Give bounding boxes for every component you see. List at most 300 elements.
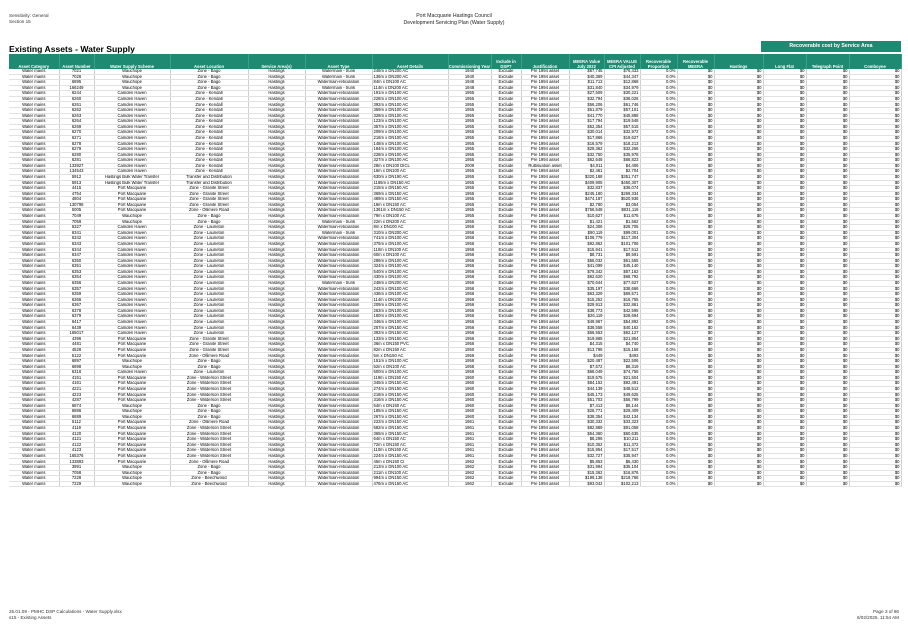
table-cell: $0 — [677, 386, 714, 392]
table-cell: $0 — [806, 320, 849, 326]
table-cell: Exclude — [491, 286, 521, 292]
table-cell: Exclude — [491, 448, 521, 454]
table-cell: $67,745 — [569, 69, 604, 74]
table-cell: $0 — [677, 96, 714, 102]
table-cell: Exclude — [491, 342, 521, 348]
table-cell: $0 — [849, 292, 901, 298]
table-cell: $54,892 — [604, 320, 640, 326]
table-cell: 0.0% — [640, 470, 677, 476]
table-cell: $68,049 — [569, 370, 604, 376]
table-cell: Exclude — [491, 431, 521, 437]
table-cell: Watermain-reticulation — [305, 297, 372, 303]
table-cell: $756,548 — [569, 208, 604, 214]
table-cell: 0.0% — [640, 303, 677, 309]
table-cell: $0 — [714, 85, 763, 91]
table-cell: 133m x DN150 AC — [372, 336, 448, 342]
table-cell: $0 — [806, 264, 849, 270]
table-cell: 114m x DN200 AC — [372, 85, 448, 91]
table-cell: 6270 — [59, 130, 94, 136]
table-cell: $99,001 — [604, 230, 640, 236]
table-cell: 5112 — [59, 420, 94, 426]
table-cell: 1960 — [448, 409, 491, 415]
table-cell: $0 — [849, 303, 901, 309]
table-cell: $0 — [806, 241, 849, 247]
table-cell: $0 — [849, 386, 901, 392]
table-cell: Hastings — [248, 359, 305, 365]
sheet-name: s15 - Existing Assets — [9, 615, 52, 620]
table-cell: 0.0% — [640, 414, 677, 420]
table-cell: $9,591 — [604, 253, 640, 259]
table-cell: $0 — [677, 91, 714, 97]
table-cell: Pre 1994 asset — [521, 169, 569, 175]
table-cell: 0.0% — [640, 275, 677, 281]
table-cell: 359m x DN100 AC — [372, 108, 448, 114]
table-cell: $0 — [763, 158, 806, 164]
table-cell: 6378 — [59, 308, 94, 314]
table-cell: $0 — [763, 241, 806, 247]
table-cell: $0 — [677, 186, 714, 192]
table-cell: Wauchope — [94, 359, 170, 365]
table-cell: Exclude — [491, 314, 521, 320]
table-cell: Exclude — [491, 236, 521, 242]
table-cell: $0 — [806, 314, 849, 320]
sheet-footer-left — [9, 609, 122, 621]
table-cell: 1960 — [448, 403, 491, 409]
table-cell: $15,941 — [569, 247, 604, 253]
table-cell: 6278 — [59, 141, 94, 147]
table-cell: Watermain-reticulation — [305, 208, 372, 214]
table-cell: Exclude — [491, 241, 521, 247]
table-cell: Exclude — [491, 386, 521, 392]
table-cell: 0.0% — [640, 426, 677, 432]
table-cell: $10,352 — [569, 442, 604, 448]
table-cell: Camden Haven — [94, 370, 170, 376]
table-cell: Port Macquarie — [94, 386, 170, 392]
table-cell: 136m x DN200 AC — [372, 74, 448, 80]
table-cell: $42,134 — [604, 414, 640, 420]
table-cell: Water mains — [9, 470, 59, 476]
table-cell: $0 — [677, 85, 714, 91]
table-cell: Wauchope — [94, 465, 170, 471]
table-cell: Pre 1994 asset — [521, 431, 569, 437]
table-cell: Watermain-reticulation — [305, 409, 372, 415]
table-cell: 5122 — [59, 353, 94, 359]
table-cell: $0 — [849, 225, 901, 231]
table-cell: $0 — [849, 163, 901, 169]
table-cell: 1955 — [448, 96, 491, 102]
table-cell: Hastings — [248, 336, 305, 342]
table-cell: $0 — [677, 481, 714, 487]
table-cell: Exclude — [491, 174, 521, 180]
table-cell: Pre 1994 asset — [521, 481, 569, 487]
table-cell: 0.0% — [640, 437, 677, 443]
table-cell: Pre 1994 asset — [521, 197, 569, 203]
table-cell: $0 — [849, 91, 901, 97]
table-cell: Water mains — [9, 308, 59, 314]
table-cell: $10,627 — [569, 214, 604, 220]
table-cell: Exclude — [491, 180, 521, 186]
table-cell: $91,058 — [604, 426, 640, 432]
table-cell: Exclude — [491, 141, 521, 147]
table-cell: $41,770 — [569, 113, 604, 119]
table-cell: $0 — [677, 180, 714, 186]
table-cell: $0 — [763, 465, 806, 471]
table-cell: $0 — [714, 197, 763, 203]
table-cell: $0 — [763, 147, 806, 153]
table-cell: Pre 1994 asset — [521, 437, 569, 443]
table-cell: $0 — [849, 347, 901, 353]
column-header: Service Area(s) — [248, 54, 305, 69]
table-cell: $0 — [806, 453, 849, 459]
table-cell: 1956 — [448, 342, 491, 348]
table-cell: Camden Haven — [94, 325, 170, 331]
table-cell: $0 — [763, 381, 806, 387]
table-cell: $0 — [677, 465, 714, 471]
table-cell: $38,666 — [604, 286, 640, 292]
table-cell: Exclude — [491, 258, 521, 264]
table-cell: $0 — [806, 370, 849, 376]
table-cell: 166249 — [59, 85, 94, 91]
table-cell: 0.0% — [640, 453, 677, 459]
table-cell: $0 — [714, 381, 763, 387]
table-cell: 1955 — [448, 152, 491, 158]
table-cell: $0 — [806, 158, 849, 164]
table-cell: 1959 — [448, 370, 491, 376]
table-cell: 741m x DN100 AC — [372, 236, 448, 242]
table-cell: 1961 — [448, 437, 491, 443]
table-cell: $0 — [806, 431, 849, 437]
table-cell: Exclude — [491, 158, 521, 164]
table-cell: Water mains — [9, 314, 59, 320]
table-cell: 0.0% — [640, 331, 677, 337]
table-cell: Zone - Laurieton — [170, 320, 248, 326]
table-cell: $0 — [849, 74, 901, 80]
table-cell: Hastings — [248, 465, 305, 471]
table-cell: 84m x DN100 AC — [372, 80, 448, 86]
table-cell: Pre 1994 asset — [521, 476, 569, 482]
table-cell: 6351 — [59, 264, 94, 270]
table-cell: Hastings Bulk Water Transfer — [94, 180, 170, 186]
table-cell: $0 — [763, 214, 806, 220]
table-cell: $0 — [806, 325, 849, 331]
table-cell: Exclude — [491, 74, 521, 80]
table-cell: Watermain-reticulation — [305, 80, 372, 86]
table-cell: 6357 — [59, 286, 94, 292]
table-cell: Water mains — [9, 214, 59, 220]
table-cell: 1956 — [448, 264, 491, 270]
table-cell: Pre 1994 asset — [521, 130, 569, 136]
table-cell: $0 — [806, 169, 849, 175]
table-cell: $0 — [677, 113, 714, 119]
table-cell: $0 — [714, 141, 763, 147]
table-cell: Port Macquarie — [94, 448, 170, 454]
table-cell: $0 — [849, 414, 901, 420]
table-cell: $0 — [677, 381, 714, 387]
table-cell: $0 — [763, 347, 806, 353]
table-cell: $15,158 — [604, 347, 640, 353]
table-cell: $0 — [806, 286, 849, 292]
table-cell: 4223 — [59, 392, 94, 398]
table-cell: $0 — [714, 459, 763, 465]
table-cell: Hastings — [248, 275, 305, 281]
table-cell: $0 — [763, 264, 806, 270]
table-cell: Hastings — [248, 174, 305, 180]
table-cell: 123m x DN100 AC — [372, 119, 448, 125]
table-cell: 0.0% — [640, 264, 677, 270]
table-cell: $0 — [714, 119, 763, 125]
table-cell: Watermain-reticulation — [305, 325, 372, 331]
table-cell: Port Macquarie — [94, 353, 170, 359]
table-cell: 0.0% — [640, 314, 677, 320]
table-cell: Hastings — [248, 448, 305, 454]
table-cell: $0 — [849, 152, 901, 158]
table-cell: $0 — [714, 102, 763, 108]
table-cell: $0 — [849, 465, 901, 471]
table-cell: Hastings — [248, 102, 305, 108]
table-cell: $0 — [849, 409, 901, 415]
table-cell: Hastings — [248, 269, 305, 275]
table-cell: Camden Haven — [94, 303, 170, 309]
table-cell: Pre 1994 asset — [521, 202, 569, 208]
table-cell: $0 — [677, 208, 714, 214]
table-cell: Pre 1994 asset — [521, 253, 569, 259]
table-cell: $0 — [849, 437, 901, 443]
table-cell: $0 — [763, 102, 806, 108]
table-cell: $0 — [763, 386, 806, 392]
table-cell: Exclude — [491, 152, 521, 158]
table-cell: $0 — [714, 325, 763, 331]
table-cell: Zone - Wilderson Street — [170, 448, 248, 454]
table-cell: $18,213 — [604, 141, 640, 147]
table-cell: Water mains — [9, 375, 59, 381]
table-cell: Exclude — [491, 409, 521, 415]
table-cell: $0 — [677, 163, 714, 169]
table-cell: $0 — [849, 359, 901, 365]
table-cell: Hastings — [248, 442, 305, 448]
table-cell: $0 — [677, 258, 714, 264]
table-cell: Hastings — [248, 69, 305, 74]
table-cell: $57,101 — [604, 108, 640, 114]
table-cell: 0.0% — [640, 286, 677, 292]
table-cell: Hastings — [248, 119, 305, 125]
table-cell: $0 — [849, 392, 901, 398]
table-cell: Water mains — [9, 453, 59, 459]
table-cell: $0 — [714, 347, 763, 353]
table-cell: 248m x DN200 AC — [372, 69, 448, 74]
table-cell: 0.0% — [640, 448, 677, 454]
table-cell: 1956 — [448, 314, 491, 320]
table-cell: Pre 1994 asset — [521, 225, 569, 231]
table-cell: Water mains — [9, 303, 59, 309]
table-cell: 0.0% — [640, 96, 677, 102]
table-cell: 0.0% — [640, 465, 677, 471]
table-cell: $35,104 — [604, 465, 640, 471]
table-cell: $0 — [806, 403, 849, 409]
table-cell: Port Macquarie — [94, 392, 170, 398]
table-cell: $0 — [849, 102, 901, 108]
table-cell: Watermain-reticulation — [305, 147, 372, 153]
table-cell: $0 — [849, 331, 901, 337]
table-cell: 1948 — [448, 85, 491, 91]
table-cell: $0 — [677, 420, 714, 426]
table-cell: 64m x DN150 AC — [372, 437, 448, 443]
table-cell: $0 — [806, 236, 849, 242]
table-cell: Water mains — [9, 241, 59, 247]
table-cell: $0 — [714, 470, 763, 476]
table-cell: $44,347 — [604, 74, 640, 80]
table-cell: Pre 1994 asset — [521, 219, 569, 225]
table-cell: 1956 — [448, 292, 491, 298]
table-cell: 582m x DN150 AC — [372, 426, 448, 432]
table-cell: $0 — [806, 381, 849, 387]
table-cell: Water mains — [9, 280, 59, 286]
column-header: MEERA Value July 2022 — [569, 54, 604, 69]
table-cell: Hastings — [248, 236, 305, 242]
table-cell: Zone - Kendall — [170, 119, 248, 125]
table-cell: $0 — [677, 286, 714, 292]
table-cell: 4287 — [59, 398, 94, 404]
table-cell: $15,252 — [569, 297, 604, 303]
table-cell: Zone - Kendall — [170, 141, 248, 147]
table-cell: $0 — [806, 442, 849, 448]
table-cell: $409,905 — [569, 180, 604, 186]
table-cell: 7058 — [59, 470, 94, 476]
table-cell: Zone - Granite Street — [170, 202, 248, 208]
table-cell: Hastings — [248, 230, 305, 236]
table-cell: 1958 — [448, 359, 491, 365]
table-cell: Pre 1994 asset — [521, 308, 569, 314]
table-cell: Exclude — [491, 169, 521, 175]
table-cell: Exclude — [491, 370, 521, 376]
table-cell: Hastings — [248, 91, 305, 97]
table-cell: 1955 — [448, 186, 491, 192]
table-cell: $32,727 — [569, 453, 604, 459]
table-cell: Hastings — [248, 135, 305, 141]
table-cell: Camden Haven — [94, 130, 170, 136]
table-cell: Zone - Laurieton — [170, 241, 248, 247]
table-cell: $4,406 — [604, 163, 640, 169]
table-cell: Camden Haven — [94, 102, 170, 108]
table-cell: $1,562 — [604, 219, 640, 225]
table-cell: Watermain-reticulation — [305, 308, 372, 314]
table-cell: $0 — [714, 191, 763, 197]
table-cell: 1956 — [448, 225, 491, 231]
table-cell: Watermain-reticulation — [305, 236, 372, 242]
table-cell: $0 — [763, 174, 806, 180]
table-cell: Zone - Ollimere Road — [170, 208, 248, 214]
table-cell: 228m x DN100 AC — [372, 96, 448, 102]
table-cell: $0 — [714, 386, 763, 392]
table-cell: Hastings — [248, 453, 305, 459]
table-cell: $0 — [714, 236, 763, 242]
table-cell: Hastings — [248, 219, 305, 225]
table-cell: Hastings — [248, 202, 305, 208]
table-cell: $0 — [714, 186, 763, 192]
table-cell: $0 — [677, 459, 714, 465]
table-cell: $56,032 — [569, 258, 604, 264]
table-cell: $4,315 — [569, 342, 604, 348]
table-cell: $51,879 — [569, 108, 604, 114]
table-cell: $33,323 — [604, 420, 640, 426]
table-cell: Water mains — [9, 85, 59, 91]
table-cell: $21,854 — [604, 336, 640, 342]
table-cell: Zone - Laurieton — [170, 275, 248, 281]
table-cell: Exclude — [491, 437, 521, 443]
table-cell: $35,978 — [604, 152, 640, 158]
table-cell: Exclude — [491, 69, 521, 74]
table-cell: 267m x DN150 AC — [372, 414, 448, 420]
table-cell: Watermain-reticulation — [305, 102, 372, 108]
table-cell: Watermain-reticulation — [305, 426, 372, 432]
table-cell: 0.0% — [640, 236, 677, 242]
table-cell: Zone - Bago — [170, 359, 248, 365]
table-cell: Watermain-reticulation — [305, 392, 372, 398]
table-cell: Watermain-reticulation — [305, 386, 372, 392]
column-header: Water Supply Scheme — [94, 54, 170, 69]
table-cell: 6354 — [59, 275, 94, 281]
table-cell: $22,506 — [604, 359, 640, 365]
table-cell: Exclude — [491, 308, 521, 314]
table-cell: $0 — [763, 364, 806, 370]
table-cell: $0 — [763, 370, 806, 376]
table-cell: Zone - Bago — [170, 219, 248, 225]
table-cell: 6269 — [59, 124, 94, 130]
table-cell: $87,162 — [604, 269, 640, 275]
table-cell: $48,512 — [604, 386, 640, 392]
table-cell: $0 — [806, 481, 849, 487]
table-cell: 0.0% — [640, 208, 677, 214]
print-timestamp: 6/02/2025, 11:54 AM — [856, 615, 899, 620]
table-cell: Water mains — [9, 253, 59, 259]
table-cell: 365m x DN150 AC — [372, 431, 448, 437]
table-cell: $0 — [849, 269, 901, 275]
table-cell: $0 — [806, 247, 849, 253]
table-cell: Watermain-reticulation — [305, 163, 372, 169]
table-cell: $0 — [677, 403, 714, 409]
table-cell: Pre 1994 asset — [521, 69, 569, 74]
table-cell: $0 — [677, 191, 714, 197]
table-cell: $0 — [714, 392, 763, 398]
table-cell: $0 — [763, 113, 806, 119]
table-cell: Pre 1994 asset — [521, 269, 569, 275]
table-cell: $0 — [806, 108, 849, 114]
table-cell: Exclude — [491, 108, 521, 114]
table-cell: $36,558 — [569, 325, 604, 331]
table-cell: 1956 — [448, 247, 491, 253]
table-cell: Pre 1994 asset — [521, 320, 569, 326]
table-cell: Watermain-reticulation — [305, 292, 372, 298]
table-cell: $7,572 — [569, 364, 604, 370]
table-cell: $0 — [677, 414, 714, 420]
table-cell: Water mains — [9, 102, 59, 108]
table-cell: Watermain-reticulation — [305, 359, 372, 365]
table-cell: $0 — [677, 320, 714, 326]
table-cell: Water mains — [9, 74, 59, 80]
file-name: 25.01.09 - PMHC DSP Calculations - Water Supply.xlsx — [9, 609, 122, 614]
table-cell: Watermain-reticulation — [305, 174, 372, 180]
table-cell: Zone - Bago — [170, 85, 248, 91]
table-cell: 0.0% — [640, 119, 677, 125]
table-cell: Zone - Laurieton — [170, 303, 248, 309]
table-cell: $0 — [714, 258, 763, 264]
table-cell: $0 — [849, 174, 901, 180]
table-cell: 1956 — [448, 320, 491, 326]
table-cell: 1956 — [448, 241, 491, 247]
table-cell: Pre 1994 asset — [521, 102, 569, 108]
table-cell: $0 — [714, 152, 763, 158]
table-cell: $0 — [849, 96, 901, 102]
table-cell: 1955 — [448, 214, 491, 220]
